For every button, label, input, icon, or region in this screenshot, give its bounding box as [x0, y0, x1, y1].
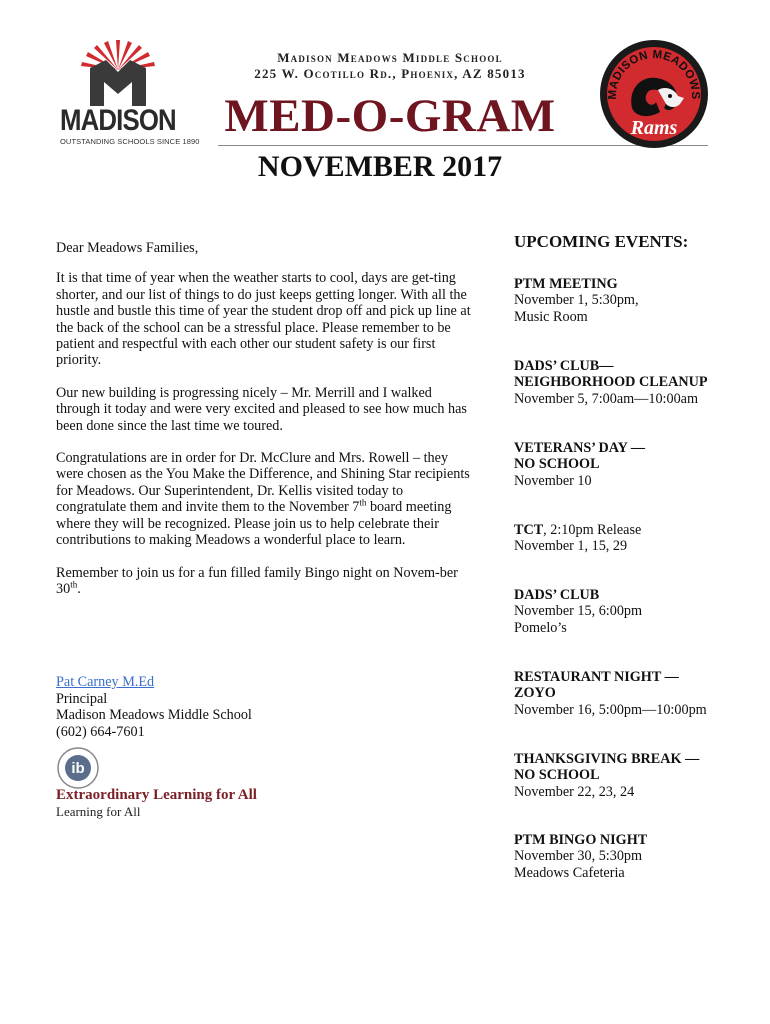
- letter-text: .: [77, 580, 81, 597]
- event-name: NO SCHOOL: [514, 767, 600, 784]
- rams-logo-word: Rams: [630, 117, 678, 139]
- event-name: PTM BINGO NIGHT: [514, 832, 648, 848]
- event-detail: Meadows Cafeteria: [514, 864, 625, 881]
- event-name: TCT: [514, 522, 544, 538]
- event-detail: Pomelo’s: [514, 619, 567, 636]
- letter-text: board meeting where they will be recognized. Please join us to help celebrate their contributions to making Meadows a wonderful place to learn.: [56, 499, 452, 549]
- event-name-line: [514, 522, 754, 538]
- event-item: [514, 276, 754, 325]
- rams-logo: [598, 38, 710, 150]
- event-detail: November 16, 5:00pm—10:00pm: [514, 701, 707, 718]
- principal-title: Principal: [56, 690, 108, 707]
- ib-logo-letters: ib: [71, 760, 85, 777]
- event-item: [514, 440, 754, 489]
- school-motto-sub: Learning for All: [56, 804, 141, 819]
- event-detail: November 1, 15, 29: [514, 538, 628, 555]
- signature-phone: (602) 664-7601: [56, 723, 145, 740]
- event-item: [514, 358, 754, 407]
- event-detail: Music Room: [514, 308, 588, 325]
- event-detail: November 5, 7:00am—10:00am: [514, 390, 699, 407]
- event-detail: November 10: [514, 472, 592, 489]
- school-name: Madison Meadows Middle School: [277, 50, 503, 65]
- letter-paragraph: [56, 565, 471, 598]
- event-name: DADS’ CLUB—: [514, 358, 614, 374]
- issue-month: NOVEMBER 2017: [257, 150, 503, 183]
- event-name: NO SCHOOL: [514, 456, 600, 473]
- event-detail: November 30, 5:30pm: [514, 848, 643, 865]
- event-detail: November 22, 23, 24: [514, 783, 635, 800]
- ordinal-suffix: th: [70, 579, 78, 590]
- letter-text: Congratulations are in order for Dr. McClure and Mrs. Rowell – they were chosen as the You Make the Difference, and Shining Star recipients for Meadows. Our Superintendent, Dr. Kellis visited today to congratulate them and invite them to the November 7: [56, 450, 470, 516]
- letter-greeting: Dear Meadows Families,: [56, 240, 199, 256]
- event-item: [514, 832, 754, 881]
- event-name: DADS’ CLUB: [514, 587, 600, 603]
- rams-logo-arc-text: MADISON MEADOWS: [606, 48, 702, 100]
- event-name: NEIGHBORHOOD CLEANUP: [514, 374, 708, 391]
- madison-logo-word: MADISON: [60, 104, 176, 137]
- principal-name-link[interactable]: Pat Carney M.Ed: [56, 674, 155, 690]
- ordinal-suffix: th: [359, 497, 367, 508]
- madison-logo-tagline: OUTSTANDING SCHOOLS SINCE 1890: [60, 137, 200, 146]
- letter-text: Remember to join us for a fun filled family Bingo night on Novem-ber 30: [56, 564, 458, 597]
- event-detail: November 1, 5:30pm,: [514, 292, 639, 309]
- event-item: [514, 751, 754, 800]
- upcoming-events-heading: UPCOMING EVENTS:: [514, 232, 689, 251]
- event-name-suffix: , 2:10pm Release: [543, 522, 642, 538]
- ib-logo: [56, 746, 100, 790]
- event-name: RESTAURANT NIGHT —: [514, 669, 679, 685]
- event-name: THANKSGIVING BREAK —: [514, 751, 700, 767]
- ram-head-icon: [598, 38, 710, 150]
- event-detail: November 15, 6:00pm: [514, 603, 643, 620]
- event-item: [514, 522, 754, 555]
- signature-block: [56, 674, 356, 740]
- ib-world-school-icon: [56, 746, 100, 790]
- event-name: PTM MEETING: [514, 276, 618, 292]
- madison-logo: [58, 38, 200, 148]
- event-item: [514, 587, 754, 636]
- event-name: ZOYO: [514, 685, 556, 702]
- masthead-title: MED-O-GRAM: [224, 90, 556, 142]
- principal-letter: [56, 240, 471, 613]
- signature-school: Madison Meadows Middle School: [56, 707, 252, 724]
- event-item: [514, 669, 754, 718]
- sunburst-m-icon: [76, 38, 160, 108]
- school-address: 225 W. Ocotillo Rd., Phoenix, AZ 85013: [254, 66, 526, 81]
- event-name: VETERANS’ DAY —: [514, 440, 646, 456]
- letter-paragraph: Our new building is progressing nicely – Mr. Merrill and I walked through it today and were very excited and pleased to see how much has been done since the last time we toured.: [56, 384, 467, 434]
- school-motto: Extraordinary Learning for All: [56, 787, 257, 803]
- letter-paragraph: It is that time of year when the weather starts to cool, days are get-ting shorter, and our list of things to do just keeps getting longer. With all the hustle and bustle this time of year the student drop off and pick up line at the back of the school can be a stressful place. Please remember to be patient and respectful with each other our student safety is our first priority.: [56, 270, 471, 369]
- letter-paragraph: [56, 450, 471, 548]
